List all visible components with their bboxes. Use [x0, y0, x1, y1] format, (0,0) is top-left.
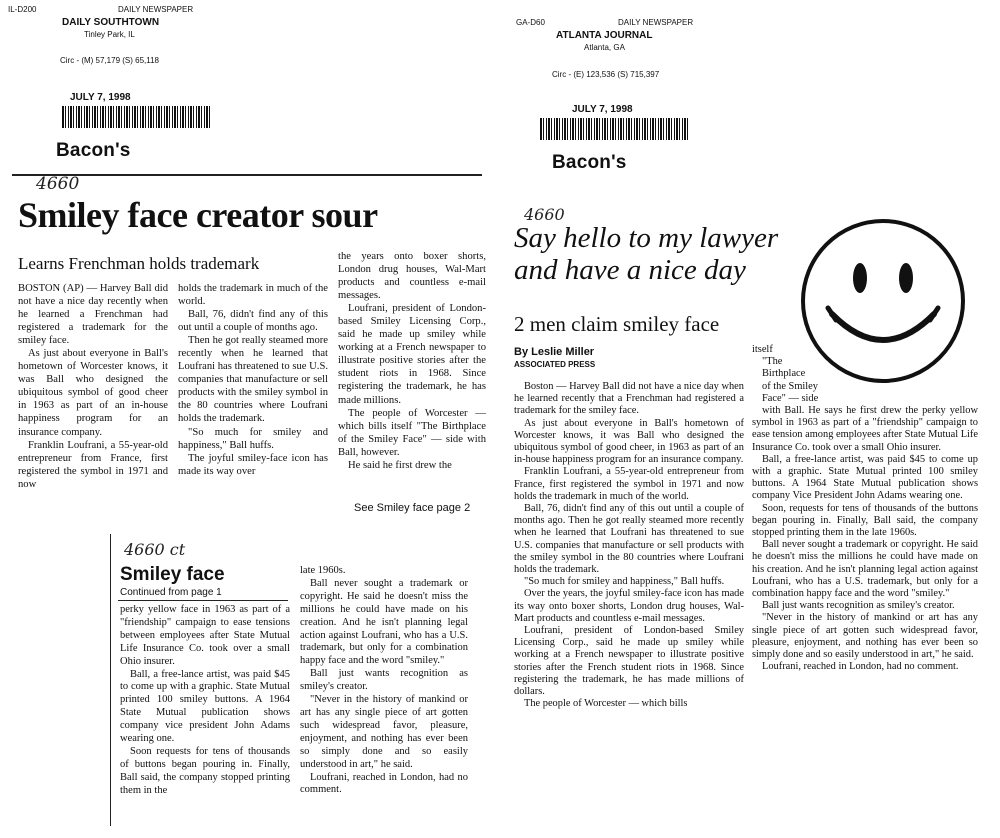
- right-clip-circ: Circ - (E) 123,536 (S) 715,397: [552, 70, 660, 79]
- smiley-left-eye: [853, 263, 867, 293]
- headline-line-1: Say hello to my lawyer: [514, 222, 779, 254]
- left-clip-jump-line: See Smiley face page 2: [354, 502, 471, 514]
- right-clip-headline: [514, 222, 778, 286]
- continued-clip-hand-number: 4660 ct: [124, 540, 186, 559]
- right-clip-type: DAILY NEWSPAPER: [618, 18, 694, 27]
- right-clip-location: Atlanta, GA: [584, 43, 625, 52]
- narrow-line: Birthplace: [762, 368, 806, 380]
- paragraph: Ball, 76, didn't find any of this out until a couple of months ago.: [178, 309, 328, 334]
- left-clip-column-3: [338, 250, 486, 472]
- paragraph: Franklin Loufrani, a 55-year-old entrepreneur from France, first registered the symbol in 1971 and now: [18, 439, 168, 490]
- right-clip-hand-number: 4660: [524, 205, 565, 224]
- paragraph: Ball, a free-lance artist, was paid $45 to come up with a graphic. State Mutual printed 100 smiley buttons. A 1964 State Mutual publication shows company Vice President John Adams wearing one.: [752, 453, 978, 502]
- left-clip-barcode: [62, 106, 212, 128]
- paragraph: BOSTON (AP) — Harvey Ball did not have a nice day recently when he learned a Frenchman had registered a trademark for the smiley face.: [18, 283, 168, 347]
- paragraph: "Never in the history of mankind or art has any single piece of art gotten such widespread favor, pleasure, enjoyment, and nothing has ever been so simply done and so easily understood in art," he said.: [300, 694, 468, 770]
- paragraph: with Ball. He says he first drew the perky yellow symbol in 1963 as part of a "friendship" campaign to ease tension among employees after State Mutual Life Insurance Co. took over a small Ohio insurer.: [752, 405, 978, 453]
- left-clip-date: JULY 7, 1998: [70, 92, 131, 103]
- left-clip-column-2: [178, 282, 328, 478]
- continued-clip-column-1: [120, 604, 290, 798]
- smiley-face-image: [798, 216, 968, 386]
- right-clip-barcode: [540, 118, 690, 140]
- narrow-line: of the Smiley: [762, 380, 818, 392]
- left-clip-column-1: [18, 282, 168, 491]
- paragraph: Loufrani, reached in London, had no comment.: [300, 771, 468, 796]
- paragraph: As just about everyone in Ball's hometown of Worcester knows, it was Ball who designed the ubiquitous symbol of good cheer, in 1963 as part of an in-house happiness program for an insurance company.: [514, 417, 744, 466]
- paragraph: Ball never sought a trademark or copyright. He said he doesn't miss the millions he could have made on his creation. And he isn't planning legal action against Loufrani, who has a U.S. trademark, but only for a combination happy face and the word "smiley.": [752, 539, 978, 600]
- right-clip-paper: ATLANTA JOURNAL: [556, 30, 653, 41]
- left-clip-paper: DAILY SOUTHTOWN: [62, 17, 160, 28]
- paragraph: "So much for smiley and happiness," Ball huffs.: [178, 426, 328, 451]
- left-clip-hand-number: 4660: [36, 174, 80, 194]
- right-clip-subhead: 2 men claim smiley face: [514, 312, 720, 336]
- left-clip-service: Bacon's: [56, 140, 131, 161]
- right-clip-column-2: [752, 405, 978, 673]
- right-clip-agency: ASSOCIATED PRESS: [514, 360, 596, 369]
- right-clip-byline: By Leslie Miller: [514, 346, 595, 358]
- paragraph: Loufrani, reached in London, had no comment.: [762, 661, 959, 673]
- paragraph: holds the trademark in much of the world.: [178, 283, 328, 308]
- paragraph: late 1960s.: [300, 565, 346, 576]
- smiley-right-eye: [899, 263, 913, 293]
- paragraph: Then he got really steamed more recently when he learned that Loufrani has threatened to sue U.S. companies that manufacture or sell products with the smiley symbol in the 80 countries where Loufrani holds the trademark.: [178, 335, 328, 425]
- continued-clip-title: Smiley face: [120, 564, 225, 585]
- left-clip-circ: Circ - (M) 57,179 (S) 65,118: [60, 56, 159, 65]
- continued-clip-left-edge: [110, 534, 111, 826]
- headline-line-2: and have a nice day: [514, 254, 746, 286]
- right-clip-date: JULY 7, 1998: [572, 104, 633, 115]
- right-clip-column-2-narrow: [752, 344, 822, 405]
- paragraph: Ball just wants recognition as smiley's creator.: [300, 668, 468, 693]
- paragraph: Soon, requests for tens of thousands of the buttons began pouring in. Finally, Ball said, the company stopped printing them in the late 1960s.: [752, 502, 978, 539]
- paragraph: He said he first drew the: [348, 459, 452, 471]
- left-clip-location: Tinley Park, IL: [84, 30, 135, 39]
- paragraph: Boston — Harvey Ball did not have a nice day when he learned recently that a Frenchman had registered a trademark for the smiley face.: [514, 381, 744, 417]
- continued-clip-rule: [118, 600, 288, 601]
- narrow-line: "The: [762, 356, 783, 368]
- narrow-line: Face" — side: [762, 392, 819, 404]
- continued-clip-column-2: [300, 565, 468, 797]
- right-clip-code: GA-D60: [516, 18, 545, 27]
- left-clip-subhead: Learns Frenchman holds trademark: [18, 254, 260, 273]
- left-clip-type: DAILY NEWSPAPER: [118, 5, 194, 14]
- narrow-line: itself: [752, 344, 773, 355]
- right-clip-column-1: [514, 381, 744, 710]
- paragraph: Ball, 76, didn't find any of this out until a couple of months ago. Then he got really steamed more recently when he learned that Loufrani has threatened to sue U.S. companies that manufacture or sell products with the smiley symbol in the 80 countries where Loufrani holds the trademark.: [514, 503, 744, 576]
- paragraph: Ball just wants recognition as smiley's creator.: [762, 600, 955, 612]
- paragraph: Soon requests for tens of thousands of buttons began pouring in. Finally, Ball said, the company stopped printing them in the: [120, 745, 290, 796]
- paragraph: The people of Worcester — which bills: [524, 698, 688, 710]
- paragraph: Loufrani, president of London-based Smiley Licensing Corp., said he made up smiley while working at a French newspaper to illustrate positive stories after the student riots in 1968. Since registering the trademark, he has made millions.: [338, 303, 486, 406]
- left-clip-code: IL-D200: [8, 5, 37, 14]
- paragraph: Loufrani, president of London-based Smiley Licensing Corp., said he made up smiley while working at a French newspaper to illustrate positive stories after the French student riots in 1968. Since registering the trademark, he has made millions of dollars.: [514, 625, 744, 698]
- right-clip-service: Bacon's: [552, 152, 627, 173]
- left-clip-headline: Smiley face creator sour: [18, 195, 378, 235]
- paragraph: Ball never sought a trademark or copyright. He said he doesn't miss the millions he could have made on his creation. And he isn't planning legal action against Loufrani, who has a U.S. trademark, but only for a combination happy face and the word "smiley.": [300, 577, 468, 667]
- continued-clip-subtitle: Continued from page 1: [120, 587, 222, 598]
- paragraph: Over the years, the joyful smiley-face icon has made its way onto boxer shorts, London drug houses, Wal-Mart products and countless e-mail messages.: [514, 588, 744, 624]
- paragraph: As just about everyone in Ball's hometown of Worcester knows, it was Ball who designed the ubiquitous symbol of good cheer in 1963 as part of an in-house happiness program for an insurance company.: [18, 348, 168, 438]
- paragraph: perky yellow face in 1963 as part of a "friendship" campaign to ease tensions between employees after State Mutual Life Insurance Co. took over a small Ohio insurer.: [120, 604, 290, 667]
- paragraph: Franklin Loufrani, a 55-year-old entrepreneur from France, first registered the symbol in 1971 and now holds the trademark in much of the world.: [514, 466, 744, 502]
- paragraph: "Never in the history of mankind or art has any single piece of art gotten such widespread favor, pleasure, enjoyment, and nothing has ever been so simply done and so easily understood in art," he said.: [752, 612, 978, 661]
- smiley-outline: [803, 221, 963, 381]
- paragraph: The people of Worcester — which bills itself "The Birthplace of the Smiley Face" — side with Ball, however.: [338, 407, 486, 458]
- paragraph: "So much for smiley and happiness," Ball huffs.: [524, 576, 725, 588]
- left-clip-top-rule: [12, 174, 482, 176]
- paragraph: The joyful smiley-face icon has made its way over: [178, 452, 328, 477]
- paragraph: the years onto boxer shorts, London drug houses, Wal-Mart products and countless e-mail messages.: [338, 251, 486, 302]
- paragraph: Ball, a free-lance artist, was paid $45 to come up with a graphic. State Mutual printed 100 smiley buttons. A 1964 State Mutual publication shows company vice president John Adams wearing one.: [120, 668, 290, 745]
